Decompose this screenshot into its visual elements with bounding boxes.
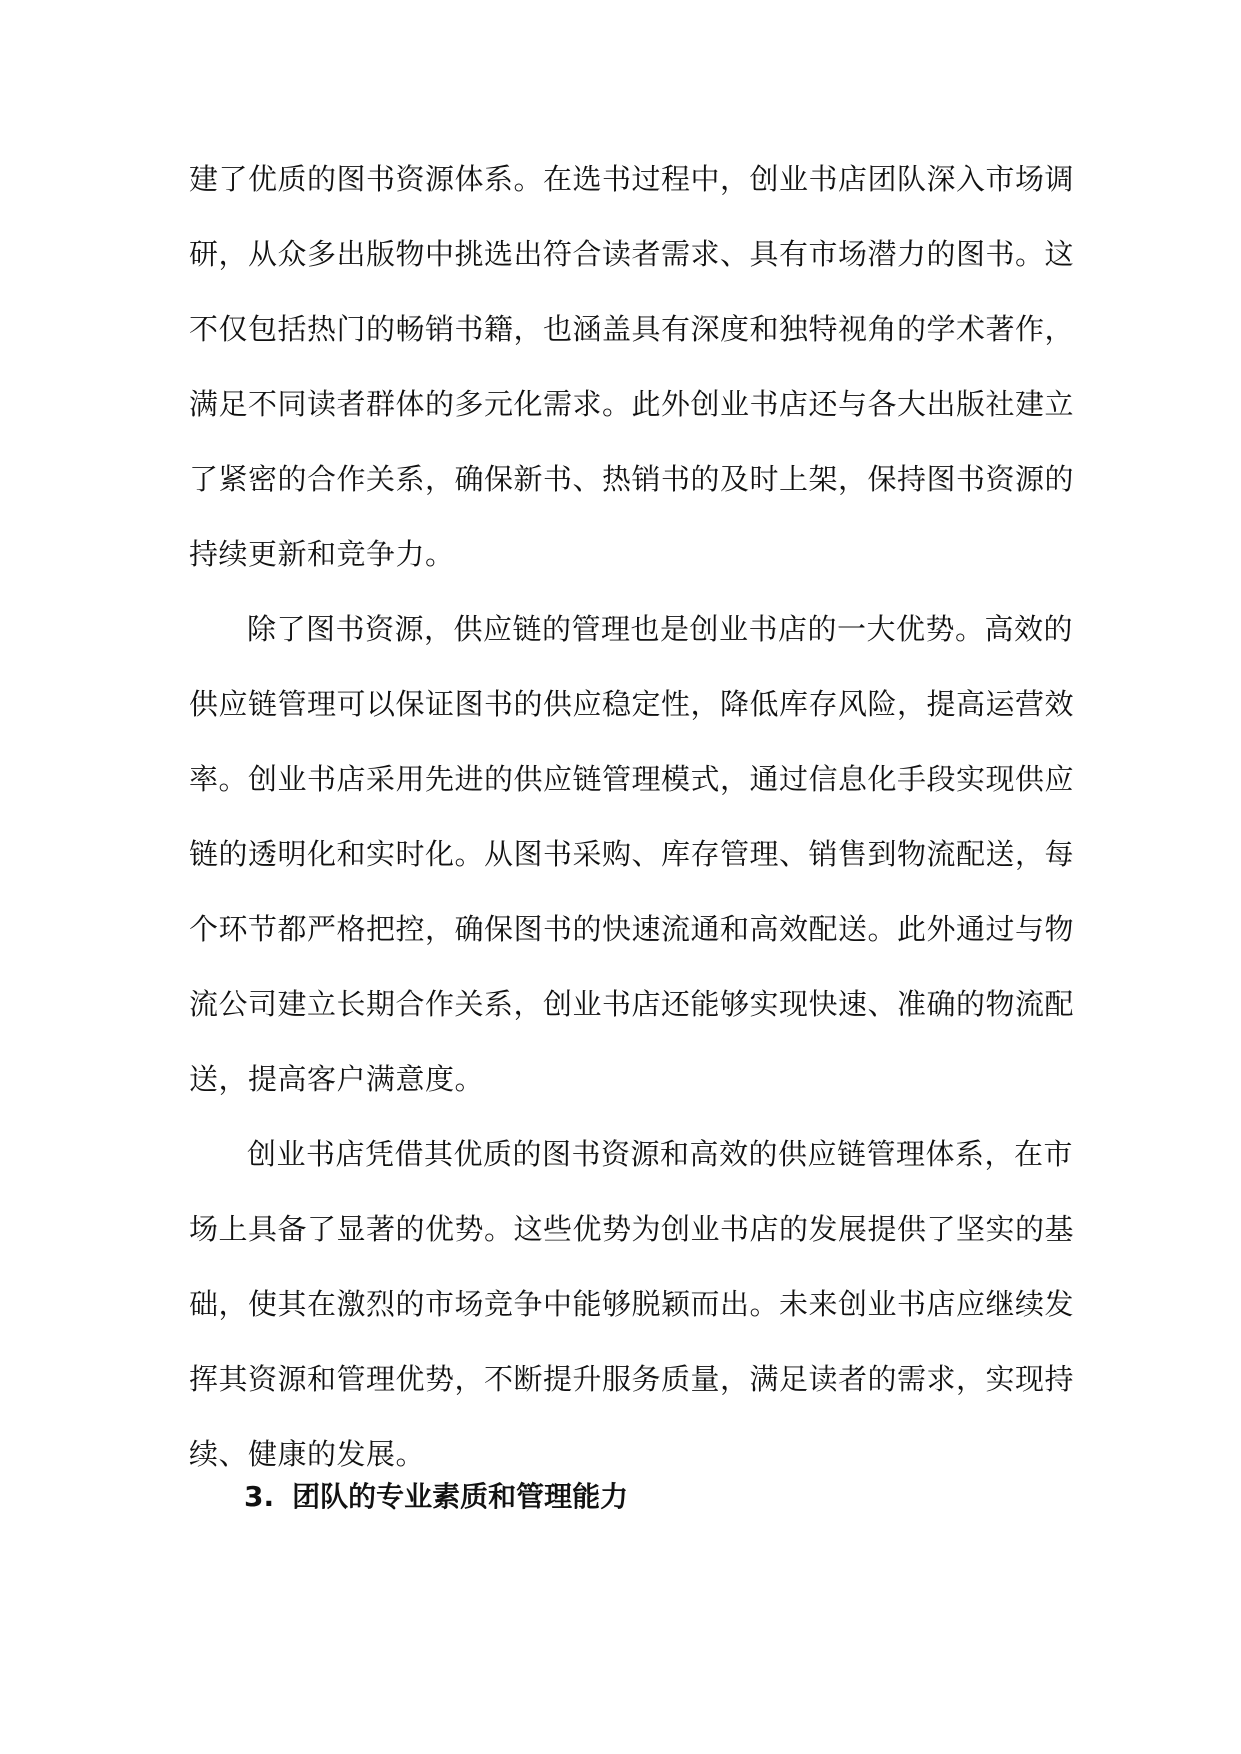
text-line: 个环节都严格把控，确保图书的快速流通和高效配送。此外通过与物 bbox=[189, 912, 1075, 946]
section-number: 3. bbox=[244, 1480, 275, 1513]
text-line: 研，从众多出版物中挑选出符合读者需求、具有市场潜力的图书。这 bbox=[189, 237, 1075, 271]
section-title: 团队的专业素质和管理能力 bbox=[292, 1480, 629, 1513]
section-heading bbox=[244, 1477, 628, 1517]
body-text bbox=[189, 142, 1075, 1492]
text-line: 送，提高客户满意度。 bbox=[189, 1062, 485, 1096]
text-line: 挥其资源和管理优势，不断提升服务质量，满足读者的需求，实现持 bbox=[189, 1362, 1075, 1396]
text-line: 建了优质的图书资源体系。在选书过程中，创业书店团队深入市场调 bbox=[189, 162, 1075, 196]
text-line: 除了图书资源，供应链的管理也是创业书店的一大优势。高效的 bbox=[247, 612, 1074, 646]
text-line: 础，使其在激烈的市场竞争中能够脱颖而出。未来创业书店应继续发 bbox=[189, 1287, 1075, 1321]
text-line: 满足不同读者群体的多元化需求。此外创业书店还与各大出版社建立 bbox=[189, 387, 1075, 421]
text-line: 不仅包括热门的畅销书籍，也涵盖具有深度和独特视角的学术著作， bbox=[189, 312, 1075, 346]
text-line: 了紧密的合作关系，确保新书、热销书的及时上架，保持图书资源的 bbox=[189, 462, 1075, 496]
text-line: 持续更新和竞争力。 bbox=[189, 537, 455, 571]
text-line: 链的透明化和实时化。从图书采购、库存管理、销售到物流配送，每 bbox=[189, 837, 1075, 871]
text-line: 率。创业书店采用先进的供应链管理模式，通过信息化手段实现供应 bbox=[189, 762, 1075, 796]
text-line: 流公司建立长期合作关系，创业书店还能够实现快速、准确的物流配 bbox=[189, 987, 1075, 1021]
text-line: 场上具备了显著的优势。这些优势为创业书店的发展提供了坚实的基 bbox=[189, 1212, 1075, 1246]
paragraph bbox=[189, 142, 1075, 592]
text-line: 供应链管理可以保证图书的供应稳定性，降低库存风险，提高运营效 bbox=[189, 687, 1075, 721]
paragraph bbox=[189, 1117, 1075, 1492]
paragraph bbox=[189, 592, 1075, 1117]
text-line: 创业书店凭借其优质的图书资源和高效的供应链管理体系，在市 bbox=[247, 1137, 1074, 1171]
text-line: 续、健康的发展。 bbox=[189, 1437, 426, 1471]
